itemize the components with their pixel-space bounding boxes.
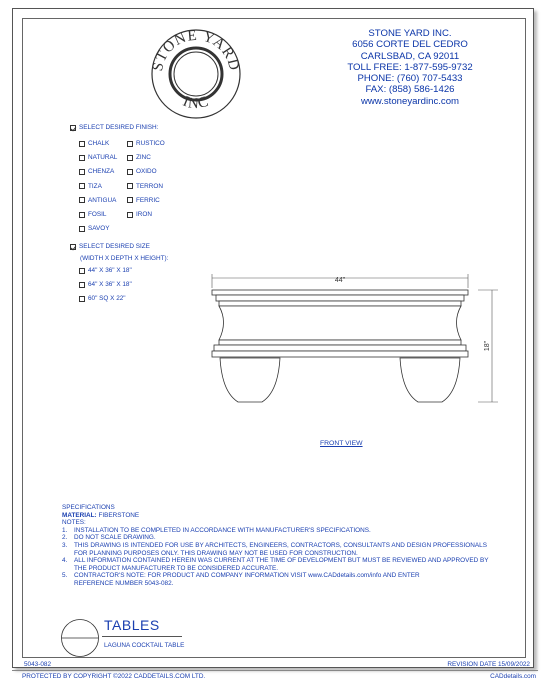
size-option-2[interactable]	[79, 281, 132, 288]
note-text: THIS DRAWING IS INTENDED FOR USE BY ARCHITECTS, ENGINEERS, CONTRACTORS, CONSULTANTS AND DESIGN PROFESSIONALS	[74, 541, 487, 549]
finish-option-12-checkbox[interactable]	[127, 197, 133, 203]
size-subheading: (WIDTH X DEPTH X HEIGHT):	[80, 255, 169, 262]
company-address-line2: CARLSBAD, CA 92011	[360, 50, 460, 62]
finish-option-8-checkbox[interactable]	[127, 141, 133, 147]
company-toll-free: TOLL FREE: 1-877-595-9732	[347, 61, 473, 73]
finish-option-3-checkbox[interactable]	[79, 169, 85, 175]
note-5-line-2	[62, 580, 522, 588]
front-view-drawing	[200, 270, 510, 420]
finish-option-11-label: TERRON	[136, 182, 163, 190]
stone-yard-logo	[150, 28, 242, 120]
note-5-line-1	[62, 572, 522, 580]
finish-option-1-label: CHALK	[88, 140, 110, 147]
finish-heading-checkbox[interactable]	[70, 125, 76, 131]
company-name: STONE YARD INC.	[368, 28, 452, 39]
finish-option-6[interactable]	[79, 211, 106, 218]
note-4-line-1	[62, 557, 522, 565]
note-3-line-2	[62, 550, 522, 558]
finish-option-12[interactable]	[127, 197, 160, 204]
finish-option-10[interactable]	[127, 168, 157, 175]
company-phone: PHONE: (760) 707-5433	[357, 73, 463, 85]
logo-top-text: STONE YARD	[150, 28, 242, 73]
footer-divider	[12, 670, 538, 671]
finish-option-1[interactable]	[79, 140, 109, 147]
note-text: THE PRODUCT MANUFACTURER TO BE CONSIDERED ACCURATE.	[74, 564, 279, 572]
finish-option-6-label: FOSIL	[88, 211, 107, 218]
width-dimension-label: 44"	[334, 277, 346, 284]
size-option-2-label: 64" X 36" X 18"	[88, 281, 132, 288]
finish-option-10-label: OXIDO	[136, 168, 157, 176]
note-2-line-1	[62, 534, 522, 542]
footer-copyright: PROTECTED BY COPYRIGHT ©2022 CADDETAILS.COM LTD.	[22, 673, 206, 680]
note-number: 5.	[62, 572, 68, 580]
size-option-3-checkbox[interactable]	[79, 296, 85, 302]
finish-option-13-checkbox[interactable]	[127, 212, 133, 218]
note-1-line-1	[62, 527, 522, 535]
note-text: INSTALLATION TO BE COMPLETED IN ACCORDANCE WITH MANUFACTURER'S SPECIFICATIONS.	[74, 526, 371, 534]
finish-heading	[70, 124, 158, 131]
finish-option-5[interactable]	[79, 197, 116, 204]
finish-option-2[interactable]	[79, 154, 117, 161]
note-number: 1.	[62, 526, 68, 534]
finish-option-13-label: IRON	[136, 211, 152, 218]
note-text: REFERENCE NUMBER 5043-082.	[74, 579, 174, 587]
finish-option-11[interactable]	[127, 183, 163, 190]
note-text: CONTRACTOR'S NOTE: FOR PRODUCT AND COMPANY INFORMATION VISIT www.CADdetails.com/info AND ENTER	[74, 572, 420, 580]
finish-option-13[interactable]	[127, 211, 152, 218]
finish-option-8-label: RUSTICO	[136, 140, 165, 147]
finish-option-12-label: FERRIC	[136, 196, 160, 204]
size-option-1-label: 44" X 36" X 18"	[88, 267, 132, 274]
company-fax: FAX: (858) 586-1426	[365, 84, 455, 96]
note-4-line-2	[62, 565, 522, 573]
size-heading-label: SELECT DESIRED SIZE	[79, 243, 150, 250]
logo-bottom-text: INC	[180, 93, 212, 113]
finish-option-7-checkbox[interactable]	[79, 226, 85, 232]
finish-option-4-label: TIZA	[88, 182, 102, 190]
finish-option-1-checkbox[interactable]	[79, 141, 85, 147]
finish-option-9-label: ZINC	[136, 154, 151, 162]
company-address-line1: 6056 CORTE DEL CEDRO	[352, 39, 468, 51]
note-text: DO NOT SCALE DRAWING.	[74, 534, 156, 542]
size-option-1[interactable]	[79, 267, 132, 274]
finish-option-9[interactable]	[127, 154, 151, 161]
finish-option-5-label: ANTIGUA	[88, 196, 117, 204]
finish-option-3[interactable]	[79, 168, 114, 175]
material-value: FIBERSTONE	[98, 511, 140, 519]
material-label: MATERIAL:	[62, 511, 97, 519]
note-text: FOR PLANNING PURPOSES ONLY. THIS DRAWING MAY NOT BE USED FOR CONSTRUCTION.	[74, 549, 358, 557]
finish-option-2-checkbox[interactable]	[79, 155, 85, 161]
finish-option-11-checkbox[interactable]	[127, 183, 133, 189]
title-underline	[102, 636, 182, 637]
finish-option-7-label: SAVOY	[88, 225, 110, 233]
finish-option-4-checkbox[interactable]	[79, 183, 85, 189]
finish-option-8[interactable]	[127, 140, 165, 147]
material-row	[62, 512, 522, 520]
finish-option-2-label: NATURAL	[88, 154, 118, 162]
footer-site[interactable]: CADdetails.com	[490, 673, 536, 680]
size-option-1-checkbox[interactable]	[79, 268, 85, 274]
finish-option-6-checkbox[interactable]	[79, 212, 85, 218]
size-heading	[70, 243, 150, 250]
front-view-label: FRONT VIEW	[320, 440, 363, 447]
finish-option-4[interactable]	[79, 183, 102, 190]
revision-date: REVISION DATE 15/09/2022	[447, 661, 530, 668]
company-info	[300, 28, 520, 107]
note-text: ALL INFORMATION CONTAINED HEREIN WAS CURRENT AT THE TIME OF DEVELOPMENT BUT MUST BE REVIEWED AND APPROVED BY	[74, 557, 489, 565]
finish-option-9-checkbox[interactable]	[127, 155, 133, 161]
note-number: 4.	[62, 557, 68, 565]
title-symbol	[60, 618, 100, 658]
finish-option-5-checkbox[interactable]	[79, 197, 85, 203]
specs-heading: SPECIFICATIONS	[62, 504, 115, 511]
note-number: 3.	[62, 541, 68, 549]
note-number: 2.	[62, 534, 68, 542]
finish-option-7[interactable]	[79, 225, 110, 232]
note-number	[62, 565, 74, 573]
note-number	[62, 580, 74, 588]
size-option-2-checkbox[interactable]	[79, 282, 85, 288]
notes-label: NOTES:	[62, 519, 86, 527]
title-main: TABLES	[104, 617, 160, 633]
title-sub: LAGUNA COCKTAIL TABLE	[104, 642, 185, 649]
size-option-3[interactable]	[79, 295, 126, 302]
specifications-block	[62, 504, 522, 588]
reference-number: 5043-082	[24, 661, 52, 668]
height-dimension-label: 18"	[484, 340, 491, 352]
finish-option-3-label: CHENZA	[88, 168, 115, 176]
finish-option-10-checkbox[interactable]	[127, 169, 133, 175]
finish-heading-label: SELECT DESIRED FINISH:	[79, 124, 159, 131]
note-3-line-1	[62, 542, 522, 550]
size-option-3-label: 60" SQ X 22"	[88, 295, 126, 302]
company-website[interactable]: www.stoneyardinc.com	[360, 95, 460, 107]
note-number	[62, 550, 74, 558]
size-heading-checkbox[interactable]	[70, 244, 76, 250]
svg-text:STONE YARD	[150, 28, 242, 73]
